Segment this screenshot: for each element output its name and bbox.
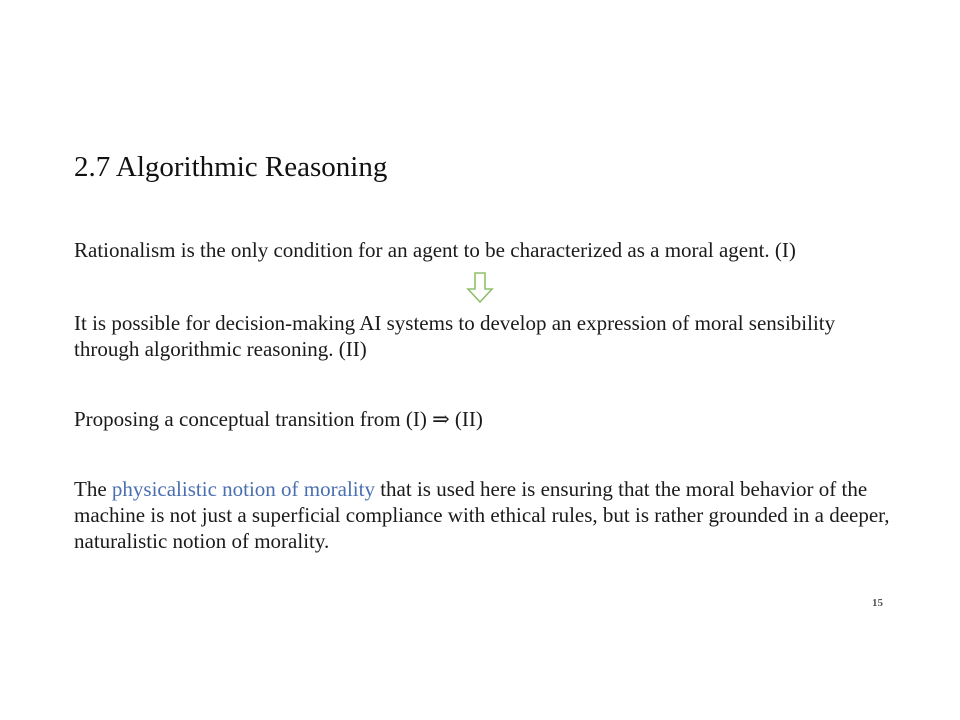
closing-paragraph bbox=[74, 476, 904, 554]
page-number: 15 bbox=[872, 597, 883, 609]
closing-text-before: The bbox=[74, 477, 112, 501]
conclusion-text: It is possible for decision-making AI systems to develop an expression of moral sensibility through algorithmic reasoning. (II) bbox=[74, 311, 836, 361]
slide-title: 2.7 Algorithmic Reasoning bbox=[74, 151, 388, 183]
transition-text: Proposing a conceptual transition from (I) ⇒ (II) bbox=[74, 407, 483, 431]
highlighted-term: physicalistic notion of morality bbox=[111, 477, 375, 501]
premise-text: Rationalism is the only condition for an agent to be characterized as a moral agent. (I) bbox=[74, 238, 796, 262]
down-arrow-outline-icon bbox=[466, 272, 494, 304]
closing-text-after: that is used here is ensuring that the moral behavior of the machine is not just a superficial compliance with ethical rules, but is rather grounded in a deeper, naturalistic notion of morality. bbox=[74, 477, 890, 553]
